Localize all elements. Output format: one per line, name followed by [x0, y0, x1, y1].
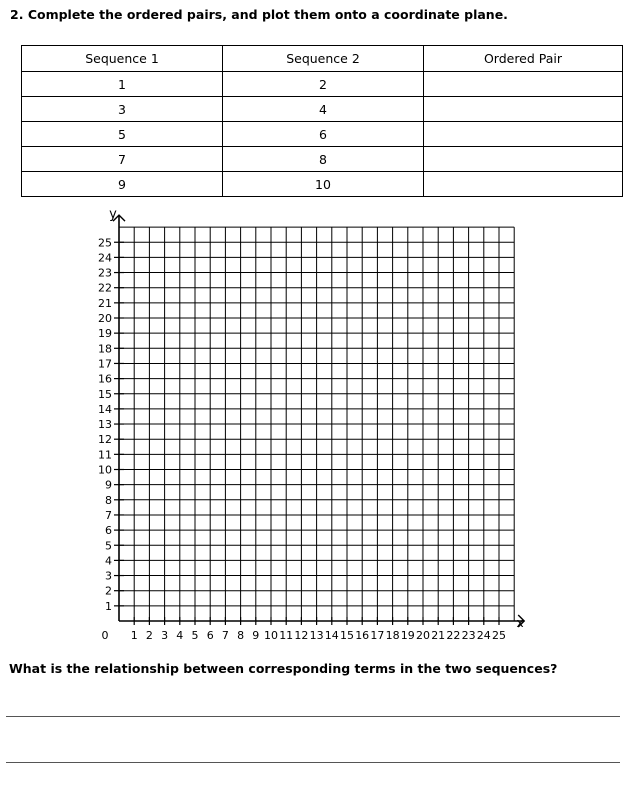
y-tick-label: 20 — [98, 312, 112, 325]
y-tick-label: 14 — [98, 402, 112, 416]
y-tick-label: 16 — [98, 372, 112, 386]
y-tick-label: 17 — [98, 357, 112, 371]
table-row — [22, 147, 623, 172]
table-row — [22, 97, 623, 122]
y-tick-label: 1 — [105, 599, 112, 613]
x-tick-label: 8 — [237, 629, 245, 642]
x-tick-label: 14 — [324, 629, 339, 642]
y-tick-label: 12 — [98, 433, 112, 447]
x-tick-label: 22 — [446, 629, 461, 642]
y-tick-label: 6 — [105, 524, 112, 538]
x-tick-label: 17 — [370, 629, 385, 642]
sequence-2-cell: 4 — [223, 97, 424, 122]
y-tick-label: 2 — [105, 584, 112, 598]
x-tick-label: 12 — [294, 629, 309, 642]
x-tick-label: 21 — [431, 629, 446, 642]
x-tick-label: 11 — [279, 629, 294, 642]
x-tick-label: 1 — [130, 629, 138, 642]
sequence-1-cell: 9 — [22, 172, 223, 197]
grid-lines — [119, 227, 514, 621]
y-tick-label: 21 — [98, 296, 112, 310]
y-tick-label: 7 — [105, 508, 112, 522]
sequence-2-cell: 2 — [223, 72, 424, 97]
x-tick-label: 7 — [221, 629, 229, 642]
x-tick-label: 5 — [191, 629, 199, 642]
x-tick-label: 13 — [309, 629, 324, 642]
x-tick-label: 3 — [161, 629, 169, 642]
sequence-2-cell: 10 — [223, 172, 424, 197]
x-tick-label: 15 — [340, 629, 354, 642]
y-tick-label: 10 — [98, 463, 112, 477]
x-tick-label: 23 — [461, 629, 476, 642]
x-tick-label: 9 — [252, 629, 260, 642]
y-tick-label: 15 — [98, 387, 112, 401]
axis-ticks — [114, 242, 499, 625]
ordered-pair-cell[interactable] — [424, 122, 623, 147]
question-number: 2. — [10, 7, 24, 22]
table-row — [22, 172, 623, 197]
header-sequence-2: Sequence 2 — [223, 46, 424, 72]
ordered-pair-cell[interactable] — [424, 172, 623, 197]
y-tick-label: 24 — [98, 251, 112, 265]
y-tick-label: 19 — [98, 327, 112, 341]
table-header-row — [22, 46, 623, 72]
x-tick-label: 18 — [385, 629, 400, 642]
sequence-1-cell: 7 — [22, 147, 223, 172]
x-tick-label: 4 — [176, 629, 184, 642]
x-tick-label: 16 — [355, 629, 370, 642]
question-heading — [10, 7, 508, 22]
y-tick-label: 23 — [98, 266, 112, 280]
y-axis-label: y — [109, 207, 117, 222]
y-tick-label: 5 — [105, 539, 112, 553]
y-tick-label: 8 — [105, 493, 112, 507]
ordered-pair-cell[interactable] — [424, 97, 623, 122]
sequence-2-cell: 8 — [223, 147, 424, 172]
x-tick-label: 19 — [400, 629, 415, 642]
answer-line-1[interactable] — [6, 716, 620, 717]
sequence-1-cell: 3 — [22, 97, 223, 122]
ordered-pair-cell[interactable] — [424, 147, 623, 172]
x-tick-label: 6 — [206, 629, 214, 642]
sequence-table — [21, 45, 623, 197]
y-tick-label: 22 — [98, 281, 112, 295]
ordered-pair-cell[interactable] — [424, 72, 623, 97]
x-tick-label: 24 — [476, 629, 491, 642]
x-tick-label: 20 — [416, 629, 430, 642]
y-tick-label: 25 — [98, 236, 112, 250]
sequence-1-cell: 1 — [22, 72, 223, 97]
table-row — [22, 72, 623, 97]
header-sequence-1: Sequence 1 — [22, 46, 223, 72]
relationship-question: What is the relationship between corresponding terms in the two sequences? — [9, 661, 558, 676]
coordinate-plane[interactable] — [0, 200, 643, 650]
sequence-2-cell: 6 — [223, 122, 424, 147]
x-tick-label: 10 — [264, 629, 278, 642]
origin-label: 0 — [101, 629, 109, 642]
x-axis-label: x — [516, 616, 524, 630]
sequence-1-cell: 5 — [22, 122, 223, 147]
axes — [113, 215, 524, 627]
y-tick-label: 9 — [105, 478, 112, 492]
y-tick-label: 3 — [105, 569, 112, 583]
question-text: Complete the ordered pairs, and plot them onto a coordinate plane. — [27, 7, 508, 22]
table-row — [22, 122, 623, 147]
x-tick-label: 2 — [145, 629, 153, 642]
y-tick-label: 11 — [98, 448, 112, 462]
header-ordered-pair: Ordered Pair — [424, 46, 623, 72]
y-tick-label: 13 — [98, 418, 112, 432]
x-tick-label: 25 — [492, 629, 506, 642]
y-tick-label: 18 — [98, 342, 112, 356]
answer-line-2[interactable] — [6, 762, 620, 763]
y-tick-label: 4 — [105, 554, 112, 568]
